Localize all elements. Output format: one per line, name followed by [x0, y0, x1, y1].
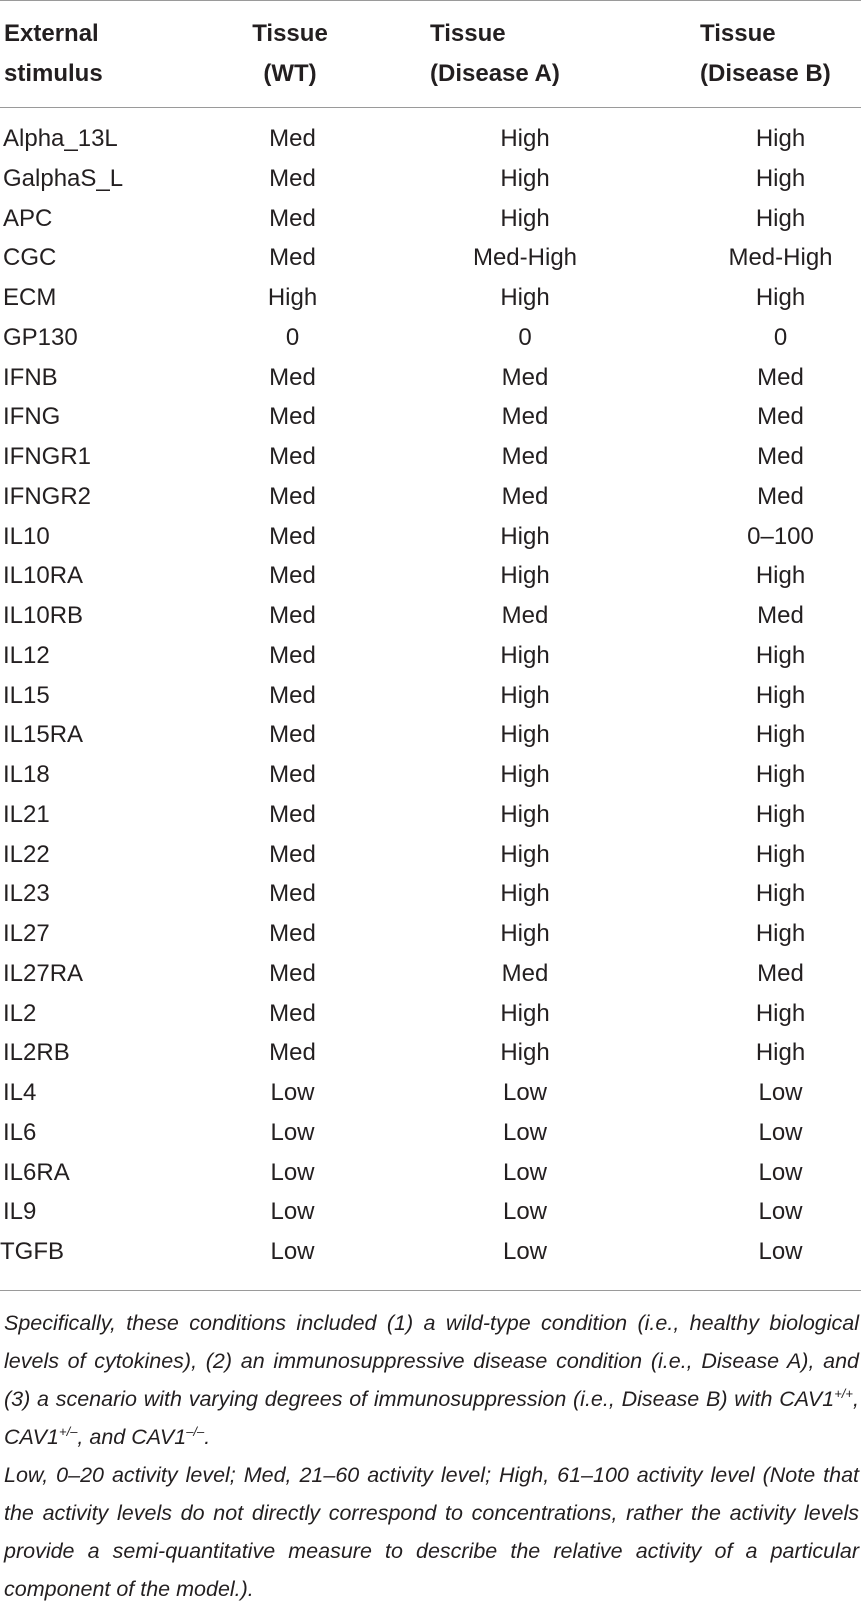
table-row: [0, 119, 861, 159]
cell-disease-a: High: [500, 204, 550, 232]
cell-stimulus: GP130: [3, 323, 78, 351]
cell-stimulus: IL27RA: [3, 959, 84, 987]
cell-disease-b: High: [755, 681, 806, 709]
cell-stimulus: IL10RA: [3, 562, 84, 590]
cell-wt: Med: [269, 602, 316, 629]
cell-stimulus: IL18: [3, 761, 50, 788]
cell-stimulus: IL2RB: [3, 1039, 70, 1067]
cell-wt: Med: [269, 880, 316, 908]
cell-wt: Med: [269, 761, 316, 788]
cell-disease-b: Med: [757, 959, 804, 987]
cell-disease-b: Med: [757, 482, 804, 510]
cell-stimulus: IL6RA: [3, 1158, 70, 1186]
table-row: [0, 199, 861, 239]
table-row: [0, 994, 861, 1034]
cell-stimulus: IL10RB: [3, 602, 84, 629]
table-row: [0, 517, 861, 557]
cell-disease-a: Med: [501, 602, 549, 629]
table-row: [0, 1232, 861, 1272]
cell-disease-b: High: [755, 204, 806, 232]
cell-disease-a: High: [500, 800, 550, 828]
cell-wt: Low: [270, 1158, 315, 1186]
cell-wt: Med: [269, 363, 316, 391]
cell-disease-b: High: [755, 641, 806, 669]
cell-wt: Med: [269, 920, 316, 947]
table-row: [0, 397, 861, 437]
cell-stimulus: ECM: [3, 284, 57, 311]
bottom-rule: [0, 1290, 861, 1291]
cell-disease-a: High: [500, 999, 550, 1027]
cell-stimulus: APC: [3, 204, 53, 232]
cell-wt: Med: [269, 641, 316, 669]
cell-disease-a: High: [500, 880, 550, 908]
cell-disease-a: High: [500, 164, 550, 192]
cell-wt: Low: [270, 1238, 315, 1265]
cell-disease-b: High: [755, 1039, 806, 1067]
cell-wt: Low: [270, 1198, 315, 1226]
cell-stimulus: CGC: [3, 244, 57, 272]
cell-stimulus: IL21: [3, 800, 50, 828]
cell-wt: 0: [285, 323, 300, 351]
table-footnotes: [4, 1304, 859, 1608]
cell-disease-b: Med-High: [728, 244, 833, 272]
cell-wt: Med: [269, 522, 316, 550]
cell-stimulus: IFNB: [3, 363, 58, 391]
cell-disease-a: High: [500, 681, 550, 709]
cell-stimulus: TGFB: [0, 1238, 64, 1265]
table-row: [0, 795, 861, 835]
cell-disease-b: Low: [758, 1158, 803, 1186]
cell-stimulus: GalphaS_L: [3, 164, 124, 192]
cell-stimulus: IL23: [3, 880, 50, 908]
cell-disease-b: Low: [758, 1238, 803, 1265]
cell-disease-a: 0: [518, 323, 532, 351]
cell-stimulus: IL27: [3, 920, 50, 947]
table-row: [0, 556, 861, 596]
table-row: [0, 636, 861, 676]
cell-disease-a: High: [500, 562, 550, 590]
cell-stimulus: IL12: [3, 641, 50, 669]
table-row: [0, 1153, 861, 1193]
table-row: [0, 278, 861, 318]
cell-disease-a: High: [500, 1039, 550, 1067]
cell-disease-b: Low: [758, 1079, 803, 1106]
table-header: [0, 14, 861, 94]
cell-stimulus: IL2: [3, 999, 37, 1027]
table-row: [0, 477, 861, 517]
header-tissue-disease-b: Tissue (Disease B): [700, 20, 831, 87]
cell-wt: High: [267, 284, 318, 311]
table-row: [0, 1073, 861, 1113]
cell-disease-a: Low: [502, 1118, 548, 1146]
cell-stimulus: IL9: [3, 1198, 37, 1226]
cell-disease-b: High: [755, 761, 806, 788]
cell-disease-b: High: [755, 920, 806, 947]
table-row: [0, 238, 861, 278]
cell-stimulus: IL6: [3, 1118, 37, 1146]
table-row: [0, 1192, 861, 1232]
cell-stimulus: IL22: [3, 840, 50, 868]
table-row: [0, 159, 861, 199]
cell-disease-b: Low: [758, 1118, 803, 1146]
cell-wt: Med: [269, 403, 316, 431]
cell-wt: Med: [269, 244, 316, 272]
cell-disease-b: Med: [757, 602, 804, 629]
footnote-activity-levels: Low, 0–20 activity level; Med, 21–60 activity level; High, 61–100 activity level (Note that the activity levels do not directly correspond to concentrations, rather the activity levels provide a semi-quantitative measure to describe the relative activity of a particular component of the model.).: [4, 1463, 859, 1601]
table-row: [0, 676, 861, 716]
cell-disease-b: Med: [757, 443, 804, 470]
table-row: [0, 1033, 861, 1073]
cell-stimulus: IL15: [3, 681, 50, 709]
cell-disease-a: High: [500, 721, 550, 749]
cell-wt: Med: [269, 721, 316, 749]
cell-disease-b: 0: [773, 323, 788, 351]
cell-wt: Med: [269, 562, 316, 590]
cell-disease-b: High: [755, 800, 806, 828]
cell-wt: Med: [269, 164, 316, 192]
cell-wt: Med: [269, 125, 316, 152]
header-external-stimulus: External stimulus: [4, 20, 103, 87]
cell-disease-a: Med: [501, 443, 549, 470]
cell-stimulus: IL15RA: [3, 721, 84, 749]
cell-wt: Med: [269, 443, 316, 470]
cell-disease-a: High: [500, 522, 550, 550]
header-tissue-wt: Tissue (WT): [252, 20, 328, 87]
cell-stimulus: IFNGR2: [3, 482, 92, 510]
cell-wt: Med: [269, 204, 316, 232]
header-tissue-disease-a: Tissue (Disease A): [430, 20, 560, 87]
table-row: [0, 874, 861, 914]
cell-disease-a: Low: [502, 1079, 548, 1106]
cell-wt: Med: [269, 999, 316, 1027]
cell-disease-b: Med: [757, 363, 804, 391]
cell-disease-b: High: [755, 164, 806, 192]
cell-disease-b: High: [755, 125, 806, 152]
cell-disease-a: Low: [502, 1198, 548, 1226]
cell-disease-a: High: [500, 125, 550, 152]
cell-wt: Med: [269, 1039, 316, 1067]
cell-disease-a: High: [500, 920, 550, 947]
cell-disease-a: Med: [501, 403, 549, 431]
cell-stimulus: IL4: [3, 1079, 37, 1106]
cell-disease-a: Med-High: [472, 244, 578, 272]
cell-disease-a: Med: [501, 959, 549, 987]
cell-stimulus: IFNGR1: [3, 443, 92, 470]
cell-wt: Low: [270, 1079, 315, 1106]
table-row: [0, 914, 861, 954]
table-row: [0, 954, 861, 994]
cell-disease-a: High: [500, 761, 550, 788]
cell-wt: Med: [269, 800, 316, 828]
cell-disease-b: 0–100: [747, 522, 814, 550]
cell-disease-a: Low: [502, 1158, 548, 1186]
table-row: [0, 715, 861, 755]
cell-disease-b: High: [755, 562, 806, 590]
cell-disease-b: High: [755, 284, 806, 311]
cell-disease-b: Med: [757, 403, 804, 431]
cell-stimulus: Alpha_13L: [3, 125, 118, 152]
cell-disease-b: High: [755, 880, 806, 908]
cell-disease-b: Low: [758, 1198, 803, 1226]
cell-disease-a: High: [500, 284, 550, 311]
table-row: [0, 835, 861, 875]
cell-wt: Med: [269, 959, 316, 987]
cell-disease-b: High: [755, 999, 806, 1027]
cell-disease-a: Low: [502, 1238, 548, 1265]
cell-wt: Med: [269, 840, 316, 868]
cell-disease-a: Med: [501, 363, 549, 391]
table-row: [0, 755, 861, 795]
cell-disease-b: High: [755, 721, 806, 749]
table-row: [0, 437, 861, 477]
table-row: [0, 318, 861, 358]
table-row: [0, 1113, 861, 1153]
header-rule: [0, 107, 861, 108]
cell-wt: Med: [269, 482, 316, 510]
cell-wt: Med: [269, 681, 316, 709]
footnote-conditions: Specifically, these conditions included (1) a wild-type condition (i.e., healthy biological levels of cytokines), (2) an immunosuppressive disease condition (i.e., Disease A), and (3) a scenario with varying degrees of immunosuppression (i.e., Disease B) with CAV1+/+, CAV1+/–, and CAV1–/–.: [4, 1311, 859, 1449]
table-row: [0, 596, 861, 636]
cell-disease-a: High: [500, 840, 550, 868]
table-body: [0, 119, 861, 1272]
table-row: [0, 358, 861, 398]
cell-disease-b: High: [755, 840, 806, 868]
top-rule: [0, 0, 861, 1]
cell-stimulus: IFNG: [3, 403, 61, 431]
cell-wt: Low: [270, 1118, 315, 1146]
cell-disease-a: High: [500, 641, 550, 669]
cell-disease-a: Med: [501, 482, 549, 510]
cell-stimulus: IL10: [3, 522, 50, 550]
